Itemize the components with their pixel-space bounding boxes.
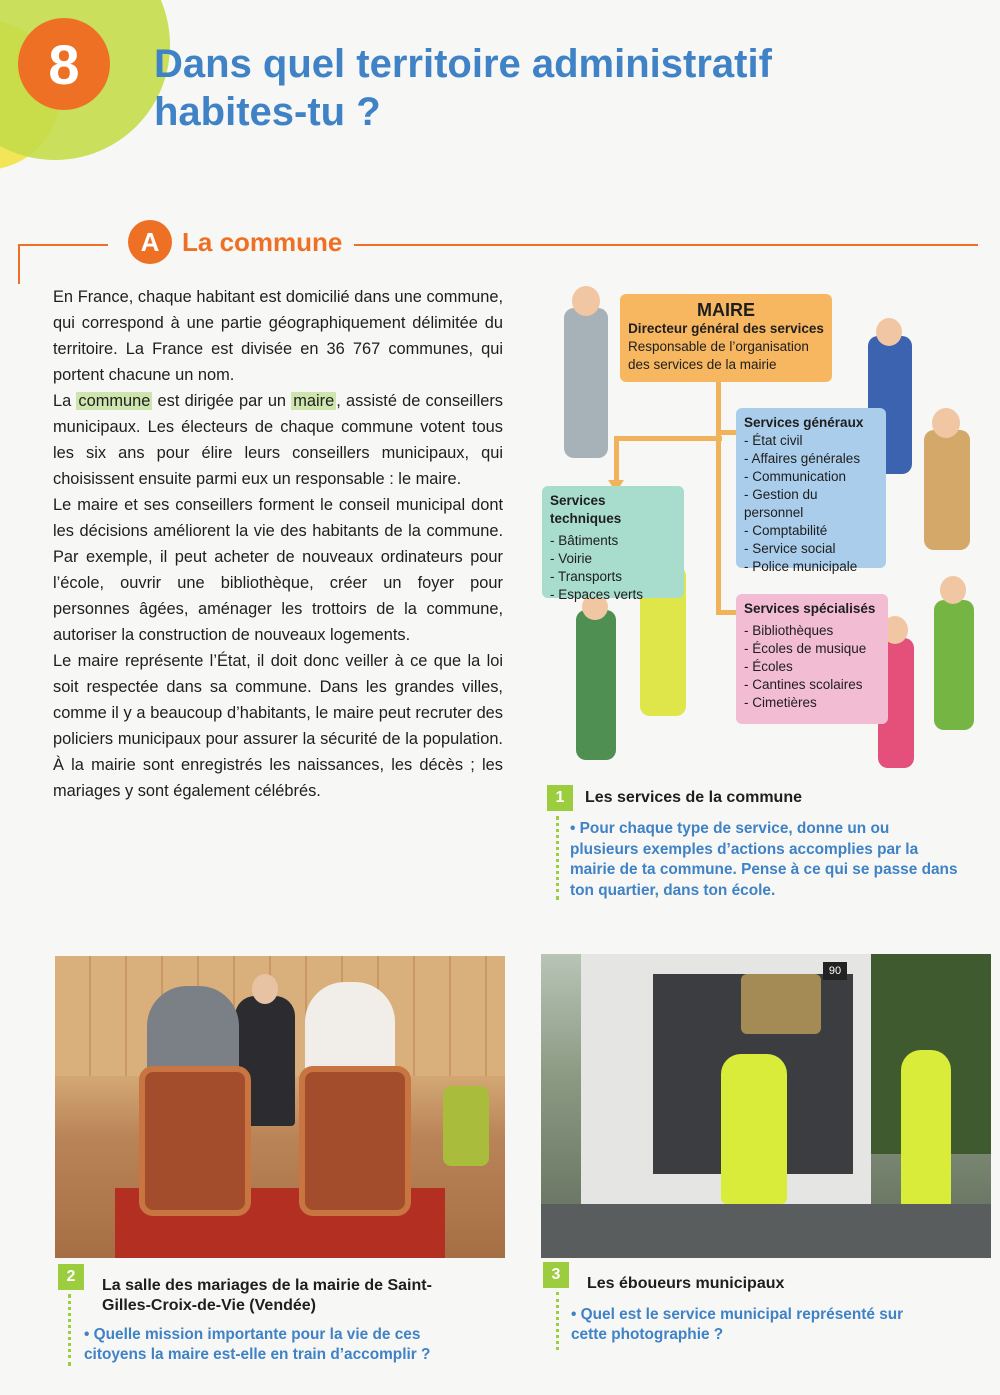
list-item: - Bibliothèques <box>744 623 834 638</box>
doc-1-question: • Pour chaque type de service, donne un ou plusieurs exemples d’actions accomplies par la mairie de ta commune. Pense à ce qui se passe dans ton quartier, dans ton école. <box>570 820 958 899</box>
arrow-connector <box>614 436 722 441</box>
arrow-connector <box>716 440 721 610</box>
arrow-connector <box>614 436 619 484</box>
doc-2-title: La salle des mariages de la mairie de Saint-Gilles-Croix-de-Vie (Vendée) <box>102 1277 432 1314</box>
list-item: - Écoles de musique <box>744 641 867 656</box>
list-item: - État civil <box>744 433 803 448</box>
maire-subtitle: Directeur général des services <box>628 321 824 336</box>
section-divider-left <box>18 244 20 284</box>
chair-right <box>299 1066 411 1216</box>
services-specialises-list <box>744 622 880 712</box>
services-specialises-title: Services spécialisés <box>744 601 876 616</box>
text-span: , assisté de conseillers municipaux. Les électeurs de chaque commune votent tous les six ans pour élire leurs conseillers municipaux, qui choisissent ensuite parmi eux un responsable : le maire. <box>53 392 503 488</box>
librarian-illustration <box>934 600 974 730</box>
arrow-connector <box>716 610 736 615</box>
librarian-head <box>940 576 966 604</box>
truck-number: 90 <box>823 962 847 980</box>
text-span: est dirigée par un <box>152 392 292 410</box>
paragraph-4: Le maire représente l’État, il doit donc veiller à ce que la loi soit respectée dans sa commune. Dans les grandes villes, comme il y a beaucoup d’habitants, le maire peut recruter des policiers municipaux pour assurer la sécurité de la population. À la mairie sont enregistrés les naissances, les décès ; les mariages y sont également célébrés. <box>53 652 503 800</box>
clerk-head <box>932 408 960 438</box>
list-item: - Gestion du personnel <box>744 487 818 520</box>
services-generaux-title: Services généraux <box>744 415 864 430</box>
doc-3-question: • Quel est le service municipal représenté sur cette photographie ? <box>571 1306 904 1343</box>
section-title: La commune <box>182 226 343 257</box>
chapter-number-badge: 8 <box>18 18 110 110</box>
list-item: - Cimetières <box>744 695 817 710</box>
text-span: La <box>53 392 77 410</box>
mayor-illustration <box>564 308 608 458</box>
list-item: - Affaires générales <box>744 451 861 466</box>
doc-3-number: 3 <box>543 1262 569 1288</box>
services-techniques-box <box>542 486 684 602</box>
section-heading <box>108 220 354 264</box>
list-item: - Service social <box>744 541 836 556</box>
services-generaux-list <box>744 432 878 576</box>
road <box>541 1204 991 1258</box>
worker-left <box>721 1054 787 1204</box>
body-text <box>53 284 503 804</box>
highlight-maire: maire <box>293 392 335 410</box>
doc-2-dotted-line <box>68 1294 71 1366</box>
list-item: - Comptabilité <box>744 523 828 538</box>
services-specialises-box <box>736 594 888 724</box>
paragraph-2 <box>53 388 503 492</box>
doc-1-title: Les services de la commune <box>585 789 802 806</box>
worker-right <box>901 1050 951 1220</box>
chair-green <box>443 1086 489 1166</box>
services-techniques-list <box>550 532 676 604</box>
doc-1-number: 1 <box>547 785 573 811</box>
arrow-connector <box>716 430 736 435</box>
list-item: - Communication <box>744 469 847 484</box>
list-item: - Cantines scolaires <box>744 677 863 692</box>
list-item: - Police municipale <box>744 559 858 574</box>
chair-left <box>139 1066 251 1216</box>
doc-3-dotted-line <box>556 1292 559 1350</box>
doc-1-dotted-line <box>556 816 559 900</box>
police-head <box>876 318 902 346</box>
worker-illustration-1 <box>576 610 616 760</box>
doc-3-title: Les éboueurs municipaux <box>587 1275 785 1292</box>
page-title: Dans quel territoire administratif habites-tu ? <box>154 42 772 134</box>
list-item: - Espaces verts <box>550 587 644 602</box>
bin <box>741 974 821 1034</box>
mayor-face <box>252 974 278 1004</box>
section-letter-badge: A <box>128 220 172 264</box>
doc-2-question: • Quelle mission importante pour la vie de ces citoyens la maire est-elle en train d’accomplir ? <box>84 1326 431 1363</box>
org-chart <box>540 280 990 780</box>
mayor-head <box>572 286 600 316</box>
clerk-illustration <box>924 430 970 550</box>
paragraph-1: En France, chaque habitant est domicilié dans une commune, qui correspond à une partie géographiquement délimitée du territoire. La France est divisée en 36 767 communes, qui portent chacune un nom. <box>53 288 503 384</box>
maire-description: Responsable de l’organisation des services de la mairie <box>628 339 809 372</box>
photo-wedding-hall <box>55 956 505 1258</box>
photo-garbage-collectors <box>541 954 991 1258</box>
maire-box <box>620 294 832 382</box>
list-item: - Voirie <box>550 551 593 566</box>
services-generaux-box <box>736 408 886 574</box>
paragraph-3: Le maire et ses conseillers forment le conseil municipal dont les décisions améliorent la vie des habitants de la commune. Par exemple, il peut acheter de nouveaux ordinateurs pour l’école, ouvrir une bibliothèque, créer un foyer pour personnes âgées, aménager les trottoirs de la commune, autoriser la construction de nouveaux logements. <box>53 496 503 644</box>
maire-title: MAIRE <box>697 300 755 320</box>
highlight-commune: commune <box>78 392 151 410</box>
services-techniques-title: Services techniques <box>550 493 622 526</box>
doc-2-number: 2 <box>58 1264 84 1290</box>
list-item: - Bâtiments <box>550 533 619 548</box>
list-item: - Transports <box>550 569 623 584</box>
list-item: - Écoles <box>744 659 793 674</box>
